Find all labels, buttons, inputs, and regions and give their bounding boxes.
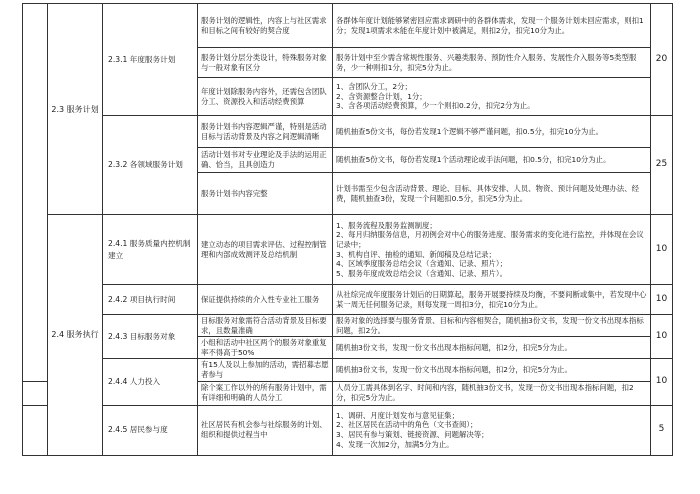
- left-margin-cell: [23, 405, 48, 455]
- criteria-cell: 从社综完成年度服务计划后的日期算起，服务开展要持续及均衡，不要间断或集中，若发现中心某一周无任何服务记录，则每发现一周扣3分，扣完10分为止。: [333, 285, 651, 315]
- section-title: 2.3 服务计划: [48, 4, 103, 215]
- criteria-cell: 服务对象的选择要与服务背景、目标和内容相契合，随机抽3份文书，发现一份文书出现本指标问题，扣2分。: [333, 315, 651, 337]
- requirement-cell: 服务计划书内容逻辑严谨，特别是活动目标与活动背景及内容之间逻辑清晰: [198, 116, 333, 148]
- requirement-cell: 年度计划除服务内容外，还需包含团队分工、资源投入和活动经费预算: [198, 78, 333, 116]
- subitem-name: 2.4.4 人力投入: [103, 359, 198, 405]
- subitem-name: 2.4.2 项目执行时间: [103, 285, 198, 315]
- criteria-cell: 1、含团队分工，2分； 2、含资源整合计划，1分； 3、含各项活动经费预算，少一个则扣0.2分，扣完2分为止。: [333, 78, 651, 116]
- evaluation-table: [22, 3, 673, 456]
- requirement-cell: 建立动态的项目需求评估、过程控制管理和内部成效测评及总结机制: [198, 215, 333, 285]
- criteria-cell: 随机抽3份文书，发现一份文书出现本指标问题，扣2分，扣完5分为止。: [333, 359, 651, 381]
- criteria-cell: 计划书需至少包含活动背景、理论、目标、具体安排、人员、物资、预计问题及处理办法、经费，随机抽查3份，发现一个问题扣0.5分，扣完5分为止。: [333, 173, 651, 215]
- section-title: 2.4 服务执行: [48, 215, 103, 456]
- requirement-cell: 保证提供持续的介入性专业社工服务: [198, 285, 333, 315]
- score-cell: 10: [651, 359, 673, 405]
- score-cell: 10: [651, 285, 673, 315]
- table-row: [23, 4, 673, 48]
- requirement-cell: 有15人及以上参加的活动，需招募志愿者参与: [198, 359, 333, 381]
- left-margin-cell: [23, 4, 48, 382]
- table-row: [23, 285, 673, 315]
- table-row: [23, 116, 673, 148]
- table-row: [23, 215, 673, 285]
- criteria-cell: 人员分工需具体到名字、时间和内容，随机抽3份文书，发现一份文书出现本指标问题，扣2分，扣完5分为止。: [333, 381, 651, 405]
- table-row: [23, 359, 673, 381]
- subitem-name: 2.4.5 居民参与度: [103, 405, 198, 455]
- subitem-name: 2.4.1 服务质量内控机制建立: [103, 215, 198, 285]
- left-margin-cell: [23, 381, 48, 405]
- subitem-name: 2.3.1 年度服务计划: [103, 4, 198, 116]
- requirement-cell: 服务计划的逻辑性，内容上与社区需求和目标之间有较好的契合度: [198, 4, 333, 48]
- criteria-cell: 1、服务流程及服务监测制度； 2、每月归纳服务信息，月初例会对中心的服务进度、服务需求的变化进行监控，并体现在会议记录中； 3、机构自评、抽检的通知、新闻稿及总结记录； 4、区域季度服务总结会议（含通知、记录、照片）； 5、服务年度成效总结会议（含通知、记录、照片）。: [333, 215, 651, 285]
- requirement-cell: 社区居民有机会参与社综服务的计划、组织和提供过程当中: [198, 405, 333, 455]
- score-cell: 20: [651, 4, 673, 116]
- score-cell: 10: [651, 315, 673, 359]
- requirement-cell: 服务计划分层分类设计，特殊服务对象与一般对象有区分: [198, 48, 333, 78]
- requirement-cell: 活动计划书对专业理论及手法的运用正确、恰当，且具创造力: [198, 148, 333, 173]
- subitem-name: 2.4.3 目标服务对象: [103, 315, 198, 359]
- score-cell: 25: [651, 116, 673, 215]
- table-row: [23, 405, 673, 455]
- score-cell: 10: [651, 215, 673, 285]
- criteria-cell: 随机抽查5份文书，每份若发现1个逻辑不够严谨问题，扣0.5分，扣完10分为止。: [333, 116, 651, 148]
- criteria-cell: 各群体年度计划能够紧密回应需求调研中的各群体需求，发现一个服务计划未回应需求，则扣1分；发现1项需求未能在年度计划中被满足，则扣2分，扣完10分为止。: [333, 4, 651, 48]
- requirement-cell: 除个案工作以外的所有服务计划中，需有详细和明确的人员分工: [198, 381, 333, 405]
- table-row: [23, 315, 673, 337]
- criteria-cell: 1、调研、月度计划发布与意见征集； 2、社区居民在活动中的角色（文书查阅）； 3、居民有参与策划、链接资源、问题解决等； 4、发现一次加2分，加满5分为止。: [333, 405, 651, 455]
- requirement-cell: 目标服务对象需符合活动背景及目标要求，且数量准确: [198, 315, 333, 337]
- requirement-cell: 服务计划书内容完整: [198, 173, 333, 215]
- subitem-name: 2.3.2 各领域服务计划: [103, 116, 198, 215]
- criteria-cell: 随机抽查5份文书，每份若发现1个活动理论或手法问题，扣0.5分，扣完10分为止。: [333, 148, 651, 173]
- criteria-cell: 随机抽3份文书，发现一份文书出现本指标问题，扣2分，扣完5分为止。: [333, 337, 651, 359]
- score-cell: 5: [651, 405, 673, 455]
- requirement-cell: 小组和活动中社区两个的服务对象重复率不得高于50%: [198, 337, 333, 359]
- criteria-cell: 服务计划中至少需含常规性服务、兴趣类服务、预防性介入服务、发展性介入服务等5类型服务，少一种则扣1分，扣完5分为止。: [333, 48, 651, 78]
